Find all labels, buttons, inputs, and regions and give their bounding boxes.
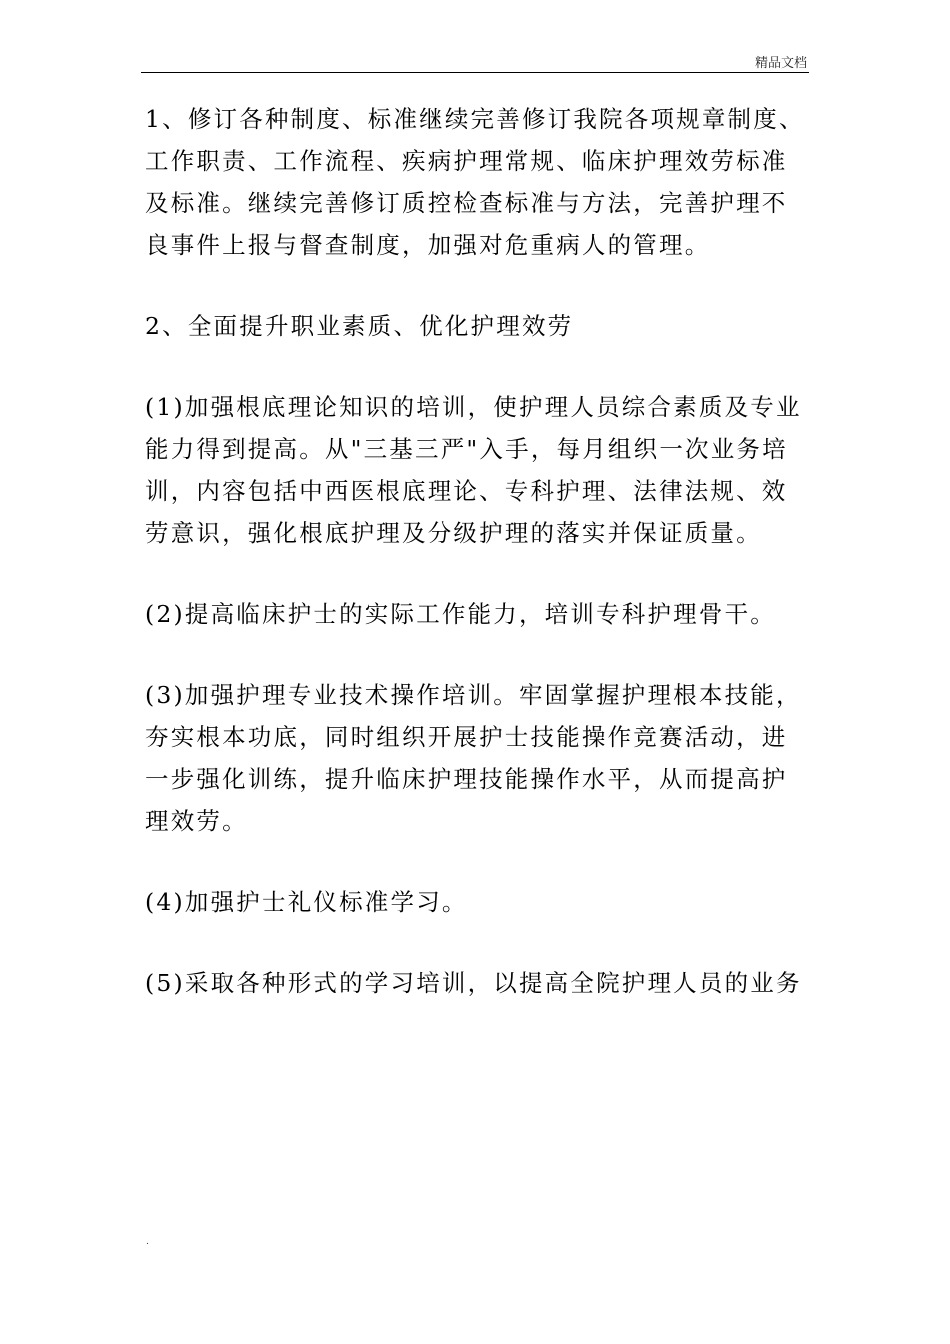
header-rule (141, 72, 809, 73)
footer-mark: . (146, 1237, 149, 1247)
paragraph-4: (2)提高临床护士的实际工作能力，培训专科护理骨干。 (145, 600, 776, 628)
paragraph-3: (1)加强根底理论知识的培训，使护理人员综合素质及专业能力得到提高。从"三基三严"入手，每月组织一次业务培训，内容包括中西医根底理论、专科护理、法律法规、效劳意识，强化根底护理及分级护理的落实并保证质量。 (145, 393, 802, 547)
header-label: 精品文档 (754, 56, 807, 71)
paragraph-7: (5)采取各种形式的学习培训，以提高全院护理人员的业务 (145, 969, 802, 997)
paragraph-2: 2、全面提升职业素质、优化护理效劳 (145, 312, 574, 340)
paragraph-5: (3)加强护理专业技术操作培训。牢固掌握护理根本技能，夯实根本功底，同时组织开展护士技能操作竞赛活动，进一步强化训练，提升临床护理技能操作水平，从而提高护理效劳。 (145, 681, 802, 835)
paragraph-1: 1、修订各种制度、标准继续完善修订我院各项规章制度、工作职责、工作流程、疾病护理常规、临床护理效劳标准及标准。继续完善修订质控检查标准与方法，完善护理不良事件上报与督查制度，加强对危重病人的管理。 (145, 105, 805, 259)
paragraph-6: (4)加强护士礼仪标准学习。 (145, 888, 468, 916)
document-body (145, 98, 809, 1004)
